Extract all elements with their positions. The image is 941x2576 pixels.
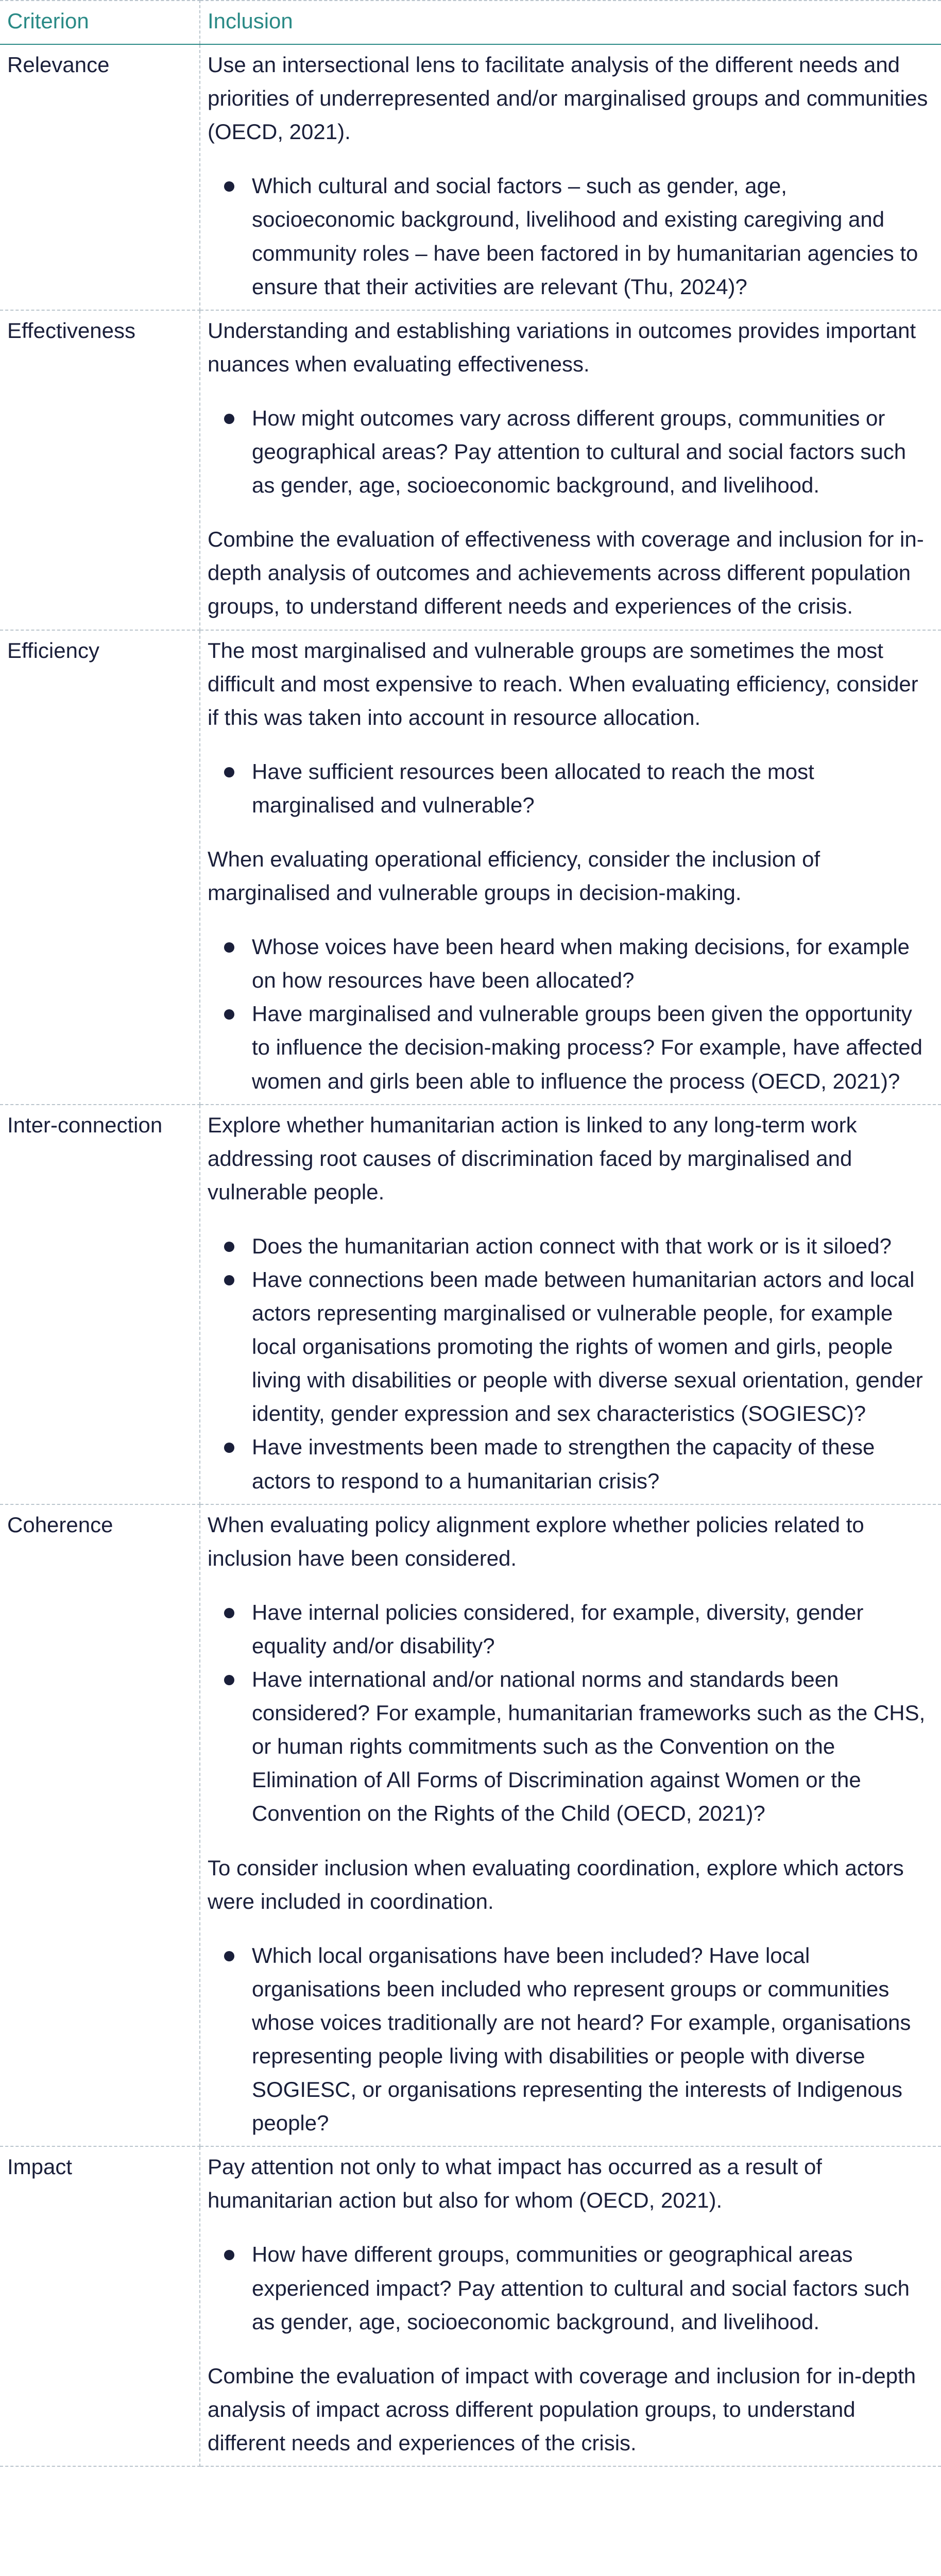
paragraph: Understanding and establishing variations in outcomes provides important nuances when evaluating effectiveness. [208,318,916,376]
table-header-row [0,1,941,44]
bullet-item: Whose voices have been heard when making decisions, for example on how resources have been allocated? [252,930,934,997]
bullet-list [208,755,934,822]
paragraph: Use an intersectional lens to facilitate analysis of the different needs and priorities of underrepresented and/or marginalised groups and communities (OECD, 2021). [208,53,928,144]
bullet-item: Have internal policies considered, for example, diversity, gender equality and/or disability? [252,1596,934,1663]
inclusion-cell [200,1504,941,2147]
table-row [0,310,941,630]
criterion-cell: Relevance [0,44,200,310]
bullet-item: Have connections been made between humanitarian actors and local actors representing marginalised or vulnerable people, for example local organisations promoting the rights of women and girls, people living with disabilities or people with diverse sexual orientation, gender identity, gender expression and sex characteristics (SOGIESC)? [252,1263,934,1430]
criterion-cell: Coherence [0,1504,200,2147]
table-row [0,630,941,1105]
paragraph: When evaluating policy alignment explore whether policies related to inclusion have been considered. [208,1512,864,1570]
criterion-cell: Inter-connection [0,1105,200,1504]
bullet-item: How might outcomes vary across different groups, communities or geographical areas? Pay attention to cultural and social factors such as gender, age, socioeconomic background, and livelihood. [252,401,934,502]
bullet-item: Have sufficient resources been allocated to reach the most marginalised and vulnerable? [252,755,934,822]
inclusion-cell [200,310,941,630]
table-row [0,1105,941,1504]
inclusion-header: Inclusion [200,1,941,44]
paragraph: Combine the evaluation of effectiveness with coverage and inclusion for in-depth analysis of outcomes and achievements across different population groups, to understand different needs and experiences of the crisis. [208,527,924,619]
inclusion-cell [200,2146,941,2466]
bullet-item: Have marginalised and vulnerable groups been given the opportunity to influence the decision-making process? For example, have affected women and girls been able to influence the process (OECD, 2021)? [252,997,934,1097]
table-row [0,2146,941,2466]
bullet-item: How have different groups, communities or geographical areas experienced impact? Pay attention to cultural and social factors such as gender, age, socioeconomic background, and livelihood. [252,2238,934,2338]
paragraph: Combine the evaluation of impact with coverage and inclusion for in-depth analysis of impact across different population groups, to understand different needs and experiences of the crisis. [208,2363,916,2455]
criterion-header: Criterion [0,1,200,44]
bullet-list [208,930,934,1097]
paragraph: Pay attention not only to what impact has occurred as a result of humanitarian action but also for whom (OECD, 2021). [208,2155,822,2213]
paragraph: The most marginalised and vulnerable groups are sometimes the most difficult and most expensive to reach. When evaluating efficiency, consider if this was taken into account in resource allocation. [208,638,918,730]
bullet-list [208,401,934,502]
criterion-cell: Impact [0,2146,200,2466]
bullet-item: Have investments been made to strengthen the capacity of these actors to respond to a humanitarian crisis? [252,1430,934,1497]
inclusion-cell [200,630,941,1105]
bullet-list [208,1596,934,1831]
criterion-cell: Effectiveness [0,310,200,630]
table-body [0,44,941,2466]
inclusion-cell [200,44,941,310]
bullet-item: Which cultural and social factors – such as gender, age, socioeconomic background, livelihood and existing caregiving and community roles – have been factored in by humanitarian agencies to ensure that their activities are relevant (Thu, 2024)? [252,169,934,303]
bullet-item: Have international and/or national norms and standards been considered? For example, humanitarian frameworks such as the CHS, or human rights commitments such as the Convention on the Elimination of All Forms of Discrimination against Women or the Convention on the Rights of the Child (OECD, 2021)? [252,1663,934,1830]
bullet-list [208,169,934,303]
criterion-cell: Efficiency [0,630,200,1105]
table-row [0,1504,941,2147]
bullet-list [208,1229,934,1498]
bullet-item: Does the humanitarian action connect with that work or is it siloed? [252,1229,934,1263]
inclusion-cell [200,1105,941,1504]
paragraph: Explore whether humanitarian action is linked to any long-term work addressing root causes of discrimination faced by marginalised and vulnerable people. [208,1112,857,1204]
bullet-list [208,1939,934,2140]
paragraph: To consider inclusion when evaluating coordination, explore which actors were included in coordination. [208,1855,904,1913]
bullet-item: Which local organisations have been included? Have local organisations been included who represent groups or communities whose voices traditionally are not heard? For example, organisations representing people living with disabilities or people with diverse SOGIESC, or organisations representing the interests of Indigenous people? [252,1939,934,2140]
table-row [0,44,941,310]
paragraph: When evaluating operational efficiency, consider the inclusion of marginalised and vulnerable groups in decision-making. [208,846,820,905]
bullet-list [208,2238,934,2338]
